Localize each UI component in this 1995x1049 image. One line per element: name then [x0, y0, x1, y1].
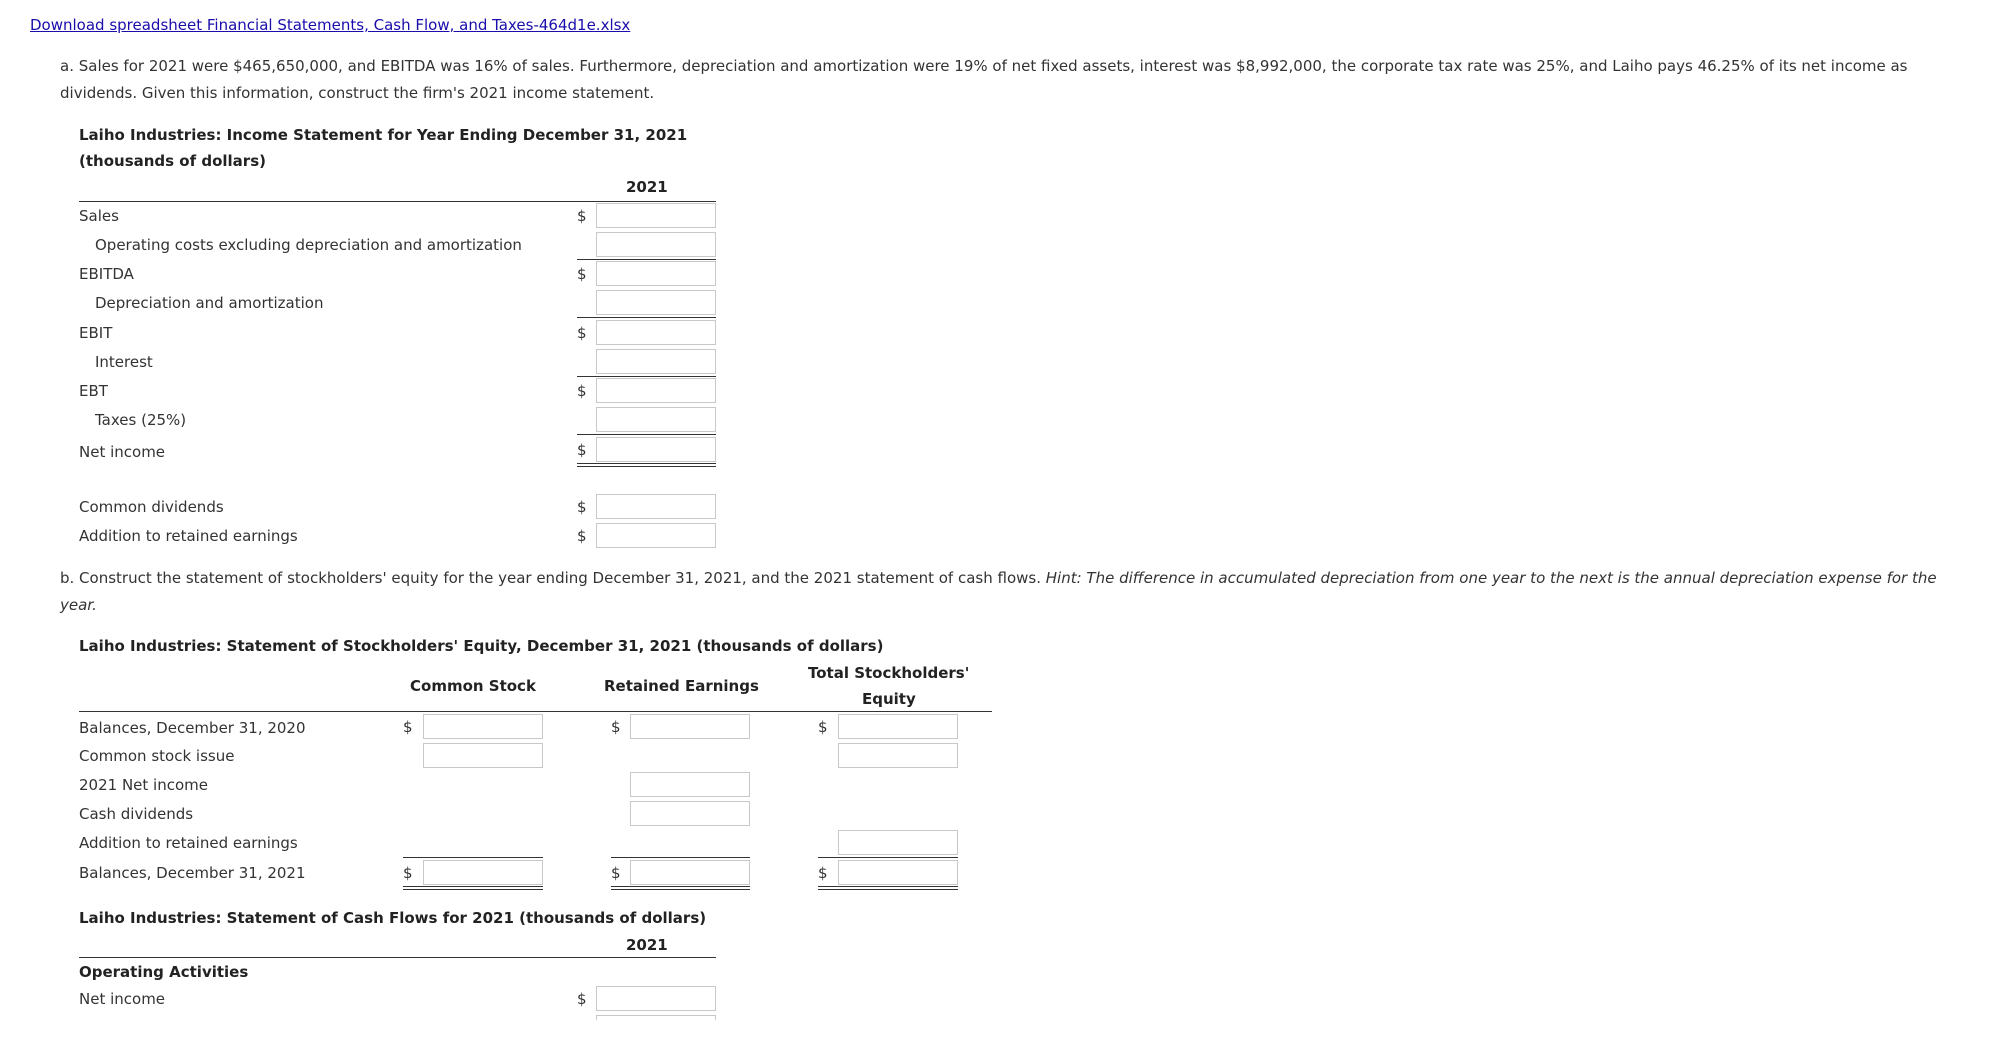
- part-a-question: a. Sales for 2021 were $465,650,000, and EBITDA was 16% of sales. Furthermore, depreciation and amortization were 19% of net fixed assets, interest was $8,992,000, the corporate tax rate was 25%, and Laiho pays 46.25% of its net income as dividends. Given this information, construct the firm's 2021 income statement.: [60, 57, 1908, 102]
- eq-dollar-total-2020: $: [818, 718, 828, 736]
- eq-dollar-re-2021: $: [611, 864, 621, 882]
- page-fold-mask: [0, 1020, 1995, 1049]
- is-input-depreciation[interactable]: [596, 290, 716, 315]
- cash-flow-year-header: 2021: [626, 936, 668, 954]
- is-label-interest: Interest: [95, 353, 153, 371]
- part-b-question: [60, 565, 1965, 619]
- cash-flow-header-rule: [79, 957, 716, 958]
- cf-dollar-net-income: $: [577, 990, 587, 1008]
- is-label-ebitda: EBITDA: [79, 265, 134, 283]
- equity-col-retained-earnings: Retained Earnings: [604, 677, 759, 695]
- eq-input-total-addition[interactable]: [838, 830, 958, 855]
- eq-input-re-dividends[interactable]: [630, 801, 750, 826]
- income-statement-title: Laiho Industries: Income Statement for Year Ending December 31, 2021: [79, 126, 688, 144]
- is-subtotal-rule-2: [577, 317, 716, 318]
- is-label-depreciation: Depreciation and amortization: [95, 294, 324, 312]
- cash-flow-title: Laiho Industries: Statement of Cash Flows for 2021 (thousands of dollars): [79, 909, 707, 927]
- is-label-taxes: Taxes (25%): [95, 411, 187, 429]
- eq-rule-re: [611, 857, 750, 858]
- eq-input-total-issue[interactable]: [838, 743, 958, 768]
- eq-dollar-cs-2021: $: [403, 864, 413, 882]
- is-dollar-sales: $: [577, 207, 587, 225]
- eq-label-balances-2020: Balances, December 31, 2020: [79, 719, 306, 737]
- is-dollar-ebitda: $: [577, 265, 587, 283]
- is-subtotal-rule-4: [577, 434, 716, 435]
- is-label-common-dividends: Common dividends: [79, 498, 224, 516]
- eq-dollar-cs-2020: $: [403, 718, 413, 736]
- eq-rule-total: [818, 857, 958, 858]
- equity-header-rule: [79, 711, 992, 712]
- is-label-net-income: Net income: [79, 443, 166, 461]
- part-b-hint: Hint: The difference in accumulated depreciation from one year to the next is the annual depreciation expense for the year.: [60, 569, 1937, 614]
- income-statement-units: (thousands of dollars): [79, 152, 266, 170]
- is-input-net-income[interactable]: [596, 437, 716, 462]
- equity-col-total-line1: Total Stockholders': [808, 664, 970, 682]
- eq-label-addition-retained: Addition to retained earnings: [79, 834, 298, 852]
- is-dollar-ebt: $: [577, 382, 587, 400]
- eq-input-total-2021[interactable]: [838, 860, 958, 885]
- equity-col-common-stock: Common Stock: [410, 677, 536, 695]
- eq-input-re-2021[interactable]: [630, 860, 750, 885]
- is-input-ebt[interactable]: [596, 378, 716, 403]
- eq-label-stock-issue: Common stock issue: [79, 747, 235, 765]
- eq-double-rule-total: [818, 886, 958, 890]
- eq-input-cs-issue[interactable]: [423, 743, 543, 768]
- eq-dollar-total-2021: $: [818, 864, 828, 882]
- is-label-addition-retained: Addition to retained earnings: [79, 527, 298, 545]
- download-spreadsheet-link[interactable]: Download spreadsheet Financial Statements, Cash Flow, and Taxes-464d1e.xlsx: [30, 16, 631, 34]
- is-dollar-addition-retained: $: [577, 527, 587, 545]
- is-dollar-net-income: $: [577, 441, 587, 459]
- is-input-interest[interactable]: [596, 349, 716, 374]
- is-subtotal-rule-3: [577, 376, 716, 377]
- eq-label-balances-2021: Balances, December 31, 2021: [79, 864, 306, 882]
- eq-input-cs-2021[interactable]: [423, 860, 543, 885]
- eq-dollar-re-2020: $: [611, 718, 621, 736]
- eq-input-re-net-income[interactable]: [630, 772, 750, 797]
- cf-input-net-income[interactable]: [596, 986, 716, 1011]
- is-subtotal-rule-1: [577, 259, 716, 260]
- part-b-text: b. Construct the statement of stockholders' equity for the year ending December 31, 2021, and the 2021 statement of cash flows.: [60, 569, 1041, 587]
- equity-statement-title: Laiho Industries: Statement of Stockholders' Equity, December 31, 2021 (thousands of dollars): [79, 637, 884, 655]
- is-total-double-rule: [577, 463, 716, 467]
- is-input-sales[interactable]: [596, 203, 716, 228]
- eq-double-rule-cs: [403, 886, 543, 890]
- income-statement-header-rule: [79, 201, 716, 202]
- eq-input-cs-2020[interactable]: [423, 714, 543, 739]
- is-label-sales: Sales: [79, 207, 119, 225]
- is-input-common-dividends[interactable]: [596, 494, 716, 519]
- is-label-ebt: EBT: [79, 382, 108, 400]
- eq-label-cash-dividends: Cash dividends: [79, 805, 194, 823]
- is-dollar-ebit: $: [577, 324, 587, 342]
- is-label-operating-costs: Operating costs excluding depreciation and amortization: [95, 236, 522, 254]
- income-statement-year-header: 2021: [626, 178, 668, 196]
- eq-rule-cs: [403, 857, 543, 858]
- is-label-ebit: EBIT: [79, 324, 113, 342]
- cf-section-operating: Operating Activities: [79, 963, 249, 981]
- is-input-ebitda[interactable]: [596, 261, 716, 286]
- is-input-taxes[interactable]: [596, 407, 716, 432]
- is-input-addition-retained[interactable]: [596, 523, 716, 548]
- eq-input-total-2020[interactable]: [838, 714, 958, 739]
- eq-double-rule-re: [611, 886, 750, 890]
- is-input-operating-costs[interactable]: [596, 232, 716, 257]
- is-dollar-common-dividends: $: [577, 498, 587, 516]
- cf-label-net-income: Net income: [79, 990, 166, 1008]
- is-input-ebit[interactable]: [596, 320, 716, 345]
- equity-col-total-line2: Equity: [862, 690, 916, 708]
- eq-label-net-income: 2021 Net income: [79, 776, 208, 794]
- eq-input-re-2020[interactable]: [630, 714, 750, 739]
